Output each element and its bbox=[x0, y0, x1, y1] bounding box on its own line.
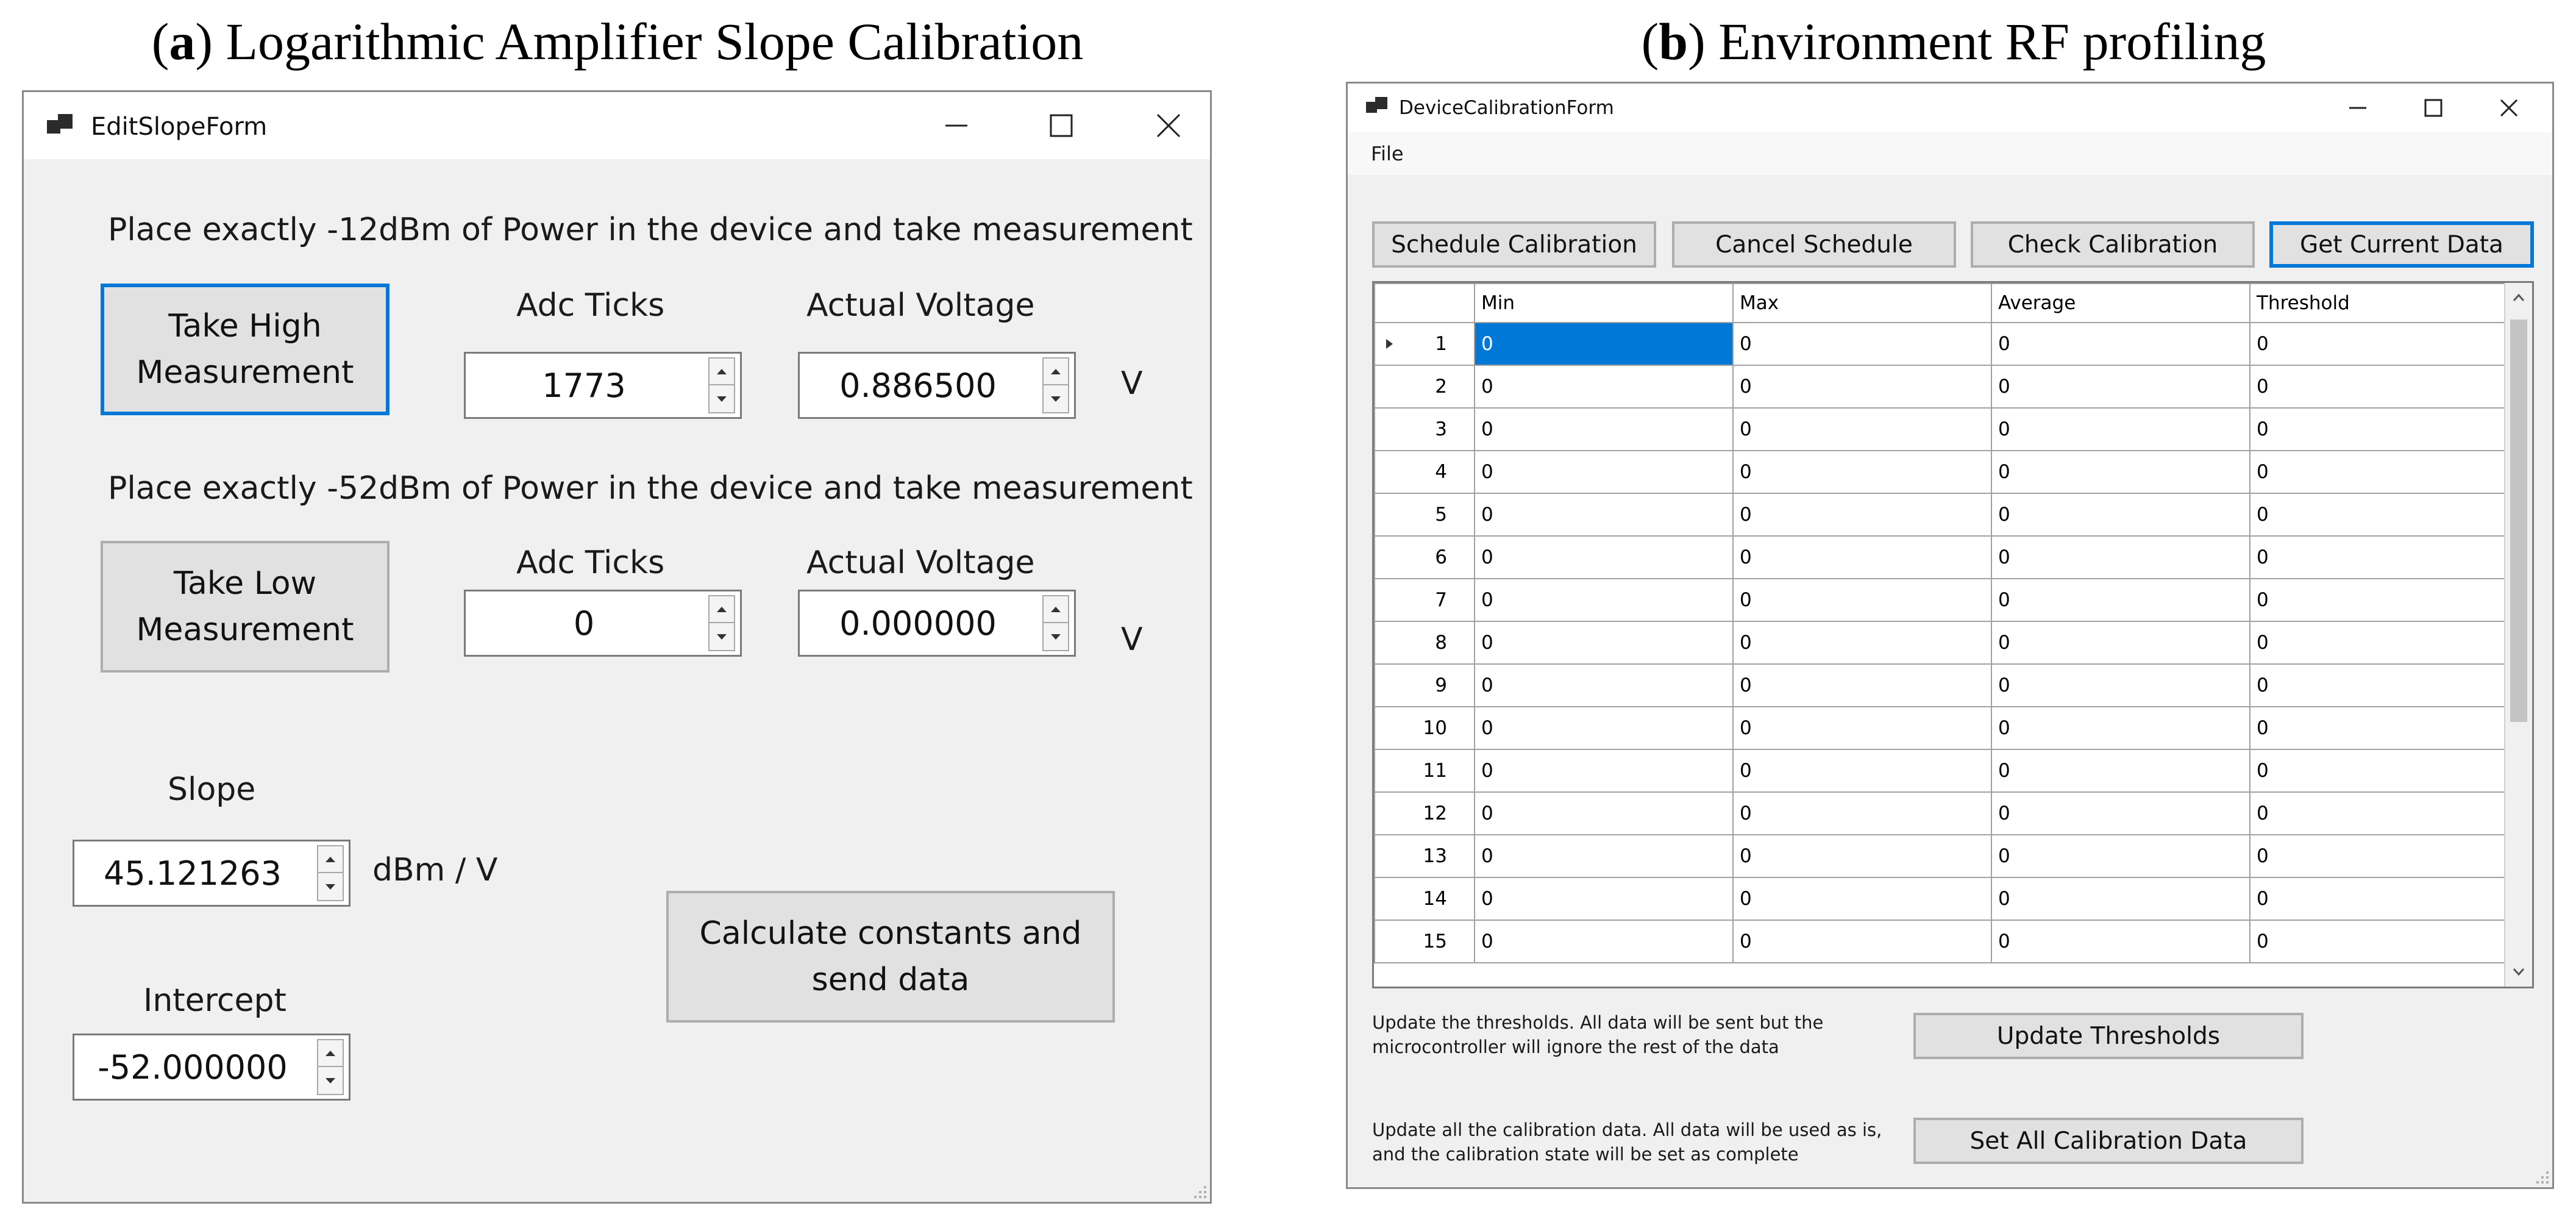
table-row[interactable] bbox=[1375, 621, 2510, 664]
row-number: 2 bbox=[1435, 376, 1447, 398]
row-number: 4 bbox=[1435, 461, 1447, 483]
cell-average[interactable]: 0 bbox=[1991, 664, 2250, 707]
window-title: DeviceCalibrationForm bbox=[1399, 97, 1614, 119]
app-icon bbox=[47, 114, 73, 137]
edit-slope-window bbox=[22, 90, 1212, 1204]
resize-grip-icon[interactable] bbox=[2534, 1169, 2549, 1184]
cell-threshold[interactable]: 0 bbox=[2250, 707, 2510, 749]
row-header[interactable] bbox=[1375, 664, 1475, 707]
table-row[interactable] bbox=[1375, 451, 2510, 493]
row-header[interactable] bbox=[1375, 493, 1475, 536]
cell-threshold[interactable]: 0 bbox=[2250, 877, 2510, 920]
cell-max[interactable]: 0 bbox=[1733, 451, 1991, 493]
row-number: 6 bbox=[1435, 546, 1447, 568]
row-header[interactable] bbox=[1375, 707, 1475, 749]
row-number: 15 bbox=[1423, 930, 1447, 952]
minimize-icon[interactable] bbox=[932, 105, 981, 146]
cell-threshold[interactable]: 0 bbox=[2250, 365, 2510, 408]
cell-average[interactable]: 0 bbox=[1991, 408, 2250, 451]
menu-bar bbox=[1348, 132, 2552, 175]
cell-average[interactable]: 0 bbox=[1991, 792, 2250, 835]
row-header[interactable] bbox=[1375, 536, 1475, 579]
low-voltage-stepper[interactable] bbox=[798, 590, 1076, 657]
row-header[interactable] bbox=[1375, 408, 1475, 451]
low-instruction: Place exactly -52dBm of Power in the device and take measurement bbox=[108, 470, 1193, 507]
adc-ticks-label-high: Adc Ticks bbox=[516, 287, 665, 324]
row-number: 9 bbox=[1435, 674, 1447, 696]
cell-max[interactable]: 0 bbox=[1733, 493, 1991, 536]
take-low-measurement-button[interactable]: Take Low Measurement bbox=[101, 541, 390, 673]
cell-min[interactable]: 0 bbox=[1475, 664, 1733, 707]
slope-stepper[interactable] bbox=[73, 840, 350, 907]
cell-average[interactable]: 0 bbox=[1991, 451, 2250, 493]
cell-min[interactable]: 0 bbox=[1475, 451, 1733, 493]
cell-min[interactable]: 0 bbox=[1475, 792, 1733, 835]
row-number: 3 bbox=[1435, 418, 1447, 440]
cell-average[interactable]: 0 bbox=[1991, 536, 2250, 579]
column-header-average[interactable]: Average bbox=[1991, 284, 2250, 323]
slope-unit: dBm / V bbox=[372, 852, 498, 888]
adc-ticks-label-low: Adc Ticks bbox=[516, 545, 665, 581]
low-adc-ticks-stepper[interactable] bbox=[464, 590, 742, 657]
table-row[interactable] bbox=[1375, 664, 2510, 707]
cell-average[interactable]: 0 bbox=[1991, 920, 2250, 963]
cell-min[interactable]: 0 bbox=[1475, 408, 1733, 451]
caption-b: (b) Environment RF profiling bbox=[1641, 12, 2266, 71]
actual-voltage-label-high: Actual Voltage bbox=[806, 287, 1035, 324]
cell-max[interactable]: 0 bbox=[1733, 920, 1991, 963]
maximize-icon[interactable] bbox=[1037, 105, 1086, 146]
column-header-min[interactable]: Min bbox=[1475, 284, 1733, 323]
spin-buttons[interactable] bbox=[1042, 357, 1069, 413]
caption-b-text: Environment RF profiling bbox=[1718, 12, 2266, 71]
row-header[interactable] bbox=[1375, 621, 1475, 664]
intercept-label: Intercept bbox=[143, 982, 286, 1019]
cell-min[interactable]: 0 bbox=[1475, 835, 1733, 877]
column-header-threshold[interactable]: Threshold bbox=[2250, 284, 2510, 323]
update-thresholds-description bbox=[1372, 1010, 1823, 1059]
minimize-icon[interactable] bbox=[2336, 92, 2379, 124]
cell-min[interactable]: 0 bbox=[1475, 536, 1733, 579]
high-voltage-value: 0.886500 bbox=[839, 366, 997, 405]
cell-threshold[interactable]: 0 bbox=[2250, 792, 2510, 835]
caption-a: (a) Logarithmic Amplifier Slope Calibration bbox=[151, 12, 1084, 71]
set-all-text-line: and the calibration state will be set as complete bbox=[1372, 1144, 1799, 1165]
cell-min[interactable]: 0 bbox=[1475, 621, 1733, 664]
cancel-schedule-button[interactable]: Cancel Schedule bbox=[1672, 221, 1956, 268]
app-icon bbox=[1366, 97, 1388, 116]
cell-threshold[interactable]: 0 bbox=[2250, 451, 2510, 493]
cell-max[interactable]: 0 bbox=[1733, 408, 1991, 451]
row-number: 13 bbox=[1423, 845, 1447, 867]
spin-buttons[interactable] bbox=[317, 1039, 344, 1095]
cell-max[interactable]: 0 bbox=[1733, 664, 1991, 707]
high-voltage-stepper[interactable] bbox=[798, 352, 1076, 419]
row-header[interactable] bbox=[1375, 877, 1475, 920]
resize-grip-icon[interactable] bbox=[1192, 1184, 1206, 1198]
caption-a-text: Logarithmic Amplifier Slope Calibration bbox=[226, 12, 1084, 71]
current-row-arrow-icon bbox=[1386, 339, 1393, 349]
check-calibration-button[interactable]: Check Calibration bbox=[1971, 221, 2255, 268]
update-thresholds-text-line: Update the thresholds. All data will be sent but the bbox=[1372, 1012, 1824, 1033]
low-adc-ticks-value: 0 bbox=[573, 604, 595, 643]
cell-max[interactable]: 0 bbox=[1733, 323, 1991, 365]
cell-average[interactable]: 0 bbox=[1991, 493, 2250, 536]
slope-label: Slope bbox=[168, 771, 256, 808]
get-current-data-button[interactable]: Get Current Data bbox=[2269, 221, 2534, 268]
spin-down-icon[interactable] bbox=[710, 623, 734, 650]
low-voltage-value: 0.000000 bbox=[839, 604, 997, 643]
row-number: 11 bbox=[1423, 760, 1447, 782]
cell-max[interactable]: 0 bbox=[1733, 579, 1991, 621]
set-all-description bbox=[1372, 1118, 1882, 1166]
table-row[interactable] bbox=[1375, 365, 2510, 408]
table-row[interactable] bbox=[1375, 749, 2510, 792]
cell-min[interactable]: 0 bbox=[1475, 707, 1733, 749]
table-row[interactable] bbox=[1375, 408, 2510, 451]
row-number: 7 bbox=[1435, 589, 1447, 611]
schedule-calibration-button[interactable]: Schedule Calibration bbox=[1372, 221, 1656, 268]
cell-average[interactable]: 0 bbox=[1991, 835, 2250, 877]
column-header-max[interactable]: Max bbox=[1733, 284, 1991, 323]
cell-max[interactable]: 0 bbox=[1733, 749, 1991, 792]
cell-average[interactable]: 0 bbox=[1991, 877, 2250, 920]
cell-threshold[interactable]: 0 bbox=[2250, 749, 2510, 792]
row-header[interactable] bbox=[1375, 451, 1475, 493]
title-bar bbox=[24, 92, 1210, 159]
spin-buttons[interactable] bbox=[708, 595, 735, 651]
update-thresholds-button[interactable]: Update Thresholds bbox=[1913, 1013, 2304, 1059]
table-row[interactable] bbox=[1375, 493, 2510, 536]
cell-threshold[interactable]: 0 bbox=[2250, 664, 2510, 707]
cell-threshold[interactable]: 0 bbox=[2250, 835, 2510, 877]
cell-threshold[interactable]: 0 bbox=[2250, 579, 2510, 621]
caption-a-letter: a bbox=[169, 12, 196, 71]
cell-average[interactable]: 0 bbox=[1991, 323, 2250, 365]
spin-down-icon[interactable] bbox=[1044, 623, 1068, 650]
spin-down-icon[interactable] bbox=[318, 873, 343, 900]
cell-min[interactable]: 0 bbox=[1475, 365, 1733, 408]
spin-up-icon[interactable] bbox=[318, 1040, 343, 1067]
row-header-corner bbox=[1375, 284, 1475, 323]
update-thresholds-text-line: microcontroller will ignore the rest of the data bbox=[1372, 1037, 1779, 1057]
row-header[interactable] bbox=[1375, 579, 1475, 621]
cell-max[interactable]: 0 bbox=[1733, 835, 1991, 877]
cell-min[interactable]: 0 bbox=[1475, 877, 1733, 920]
spin-buttons[interactable] bbox=[1042, 595, 1069, 651]
table-row[interactable] bbox=[1375, 792, 2510, 835]
table-row[interactable] bbox=[1375, 835, 2510, 877]
volt-unit-high: V bbox=[1121, 365, 1143, 402]
cell-min[interactable]: 0 bbox=[1475, 579, 1733, 621]
slope-value: 45.121263 bbox=[103, 854, 282, 893]
scrollbar-thumb[interactable] bbox=[2510, 320, 2527, 722]
cell-average[interactable]: 0 bbox=[1991, 621, 2250, 664]
cell-average[interactable]: 0 bbox=[1991, 579, 2250, 621]
spin-down-icon[interactable] bbox=[1044, 385, 1068, 412]
intercept-stepper[interactable] bbox=[73, 1034, 350, 1101]
cell-threshold[interactable]: 0 bbox=[2250, 323, 2510, 365]
cell-max[interactable]: 0 bbox=[1733, 877, 1991, 920]
row-header[interactable] bbox=[1375, 323, 1475, 365]
calibration-data-grid[interactable] bbox=[1372, 281, 2534, 988]
cell-min[interactable]: 0 bbox=[1475, 749, 1733, 792]
row-header[interactable] bbox=[1375, 749, 1475, 792]
menu-file[interactable]: File bbox=[1371, 142, 1404, 165]
cell-threshold[interactable]: 0 bbox=[2250, 621, 2510, 664]
cell-max[interactable]: 0 bbox=[1733, 792, 1991, 835]
spin-up-icon[interactable] bbox=[710, 359, 734, 385]
calculate-and-send-button[interactable]: Calculate constants and send data bbox=[666, 891, 1115, 1023]
intercept-value: -52.000000 bbox=[98, 1048, 288, 1087]
row-number: 5 bbox=[1435, 504, 1447, 526]
cell-threshold[interactable]: 0 bbox=[2250, 408, 2510, 451]
table-row[interactable] bbox=[1375, 920, 2510, 963]
row-number: 8 bbox=[1435, 632, 1447, 654]
row-number: 10 bbox=[1423, 717, 1447, 739]
set-all-text-line: Update all the calibration data. All data will be used as is, bbox=[1372, 1120, 1882, 1140]
row-header[interactable] bbox=[1375, 920, 1475, 963]
row-number: 12 bbox=[1423, 802, 1447, 824]
row-number: 14 bbox=[1423, 888, 1447, 910]
grid-header-row bbox=[1375, 284, 2510, 323]
close-icon[interactable] bbox=[1144, 105, 1193, 146]
set-all-calibration-data-button[interactable]: Set All Calibration Data bbox=[1913, 1118, 2304, 1164]
cell-threshold[interactable]: 0 bbox=[2250, 493, 2510, 536]
cell-threshold[interactable]: 0 bbox=[2250, 536, 2510, 579]
spin-up-icon[interactable] bbox=[318, 846, 343, 873]
table-row[interactable] bbox=[1375, 877, 2510, 920]
row-number: 1 bbox=[1435, 333, 1447, 355]
spin-up-icon[interactable] bbox=[1044, 359, 1068, 385]
spin-buttons[interactable] bbox=[317, 845, 344, 901]
table-row[interactable] bbox=[1375, 323, 2510, 365]
row-header[interactable] bbox=[1375, 365, 1475, 408]
cell-average[interactable]: 0 bbox=[1991, 365, 2250, 408]
spin-down-icon[interactable] bbox=[318, 1067, 343, 1094]
cell-min[interactable]: 0 bbox=[1475, 323, 1733, 365]
volt-unit-low: V bbox=[1121, 621, 1143, 658]
table-row[interactable] bbox=[1375, 707, 2510, 749]
row-header[interactable] bbox=[1375, 835, 1475, 877]
table-row[interactable] bbox=[1375, 536, 2510, 579]
take-high-measurement-button[interactable]: Take High Measurement bbox=[101, 284, 390, 415]
spin-buttons[interactable] bbox=[708, 357, 735, 413]
device-calibration-window bbox=[1346, 82, 2554, 1189]
cell-max[interactable]: 0 bbox=[1733, 365, 1991, 408]
row-header[interactable] bbox=[1375, 792, 1475, 835]
high-adc-ticks-value: 1773 bbox=[542, 366, 626, 405]
window-title: EditSlopeForm bbox=[91, 113, 268, 141]
scroll-up-icon[interactable] bbox=[2505, 285, 2532, 310]
title-bar bbox=[1348, 84, 2552, 132]
vertical-scrollbar[interactable] bbox=[2504, 283, 2532, 987]
high-instruction: Place exactly -12dBm of Power in the device and take measurement bbox=[108, 212, 1193, 248]
spin-up-icon[interactable] bbox=[1044, 596, 1068, 623]
cell-max[interactable]: 0 bbox=[1733, 707, 1991, 749]
close-icon[interactable] bbox=[2488, 92, 2530, 124]
cell-threshold[interactable]: 0 bbox=[2250, 920, 2510, 963]
caption-b-letter: b bbox=[1659, 12, 1688, 71]
table-row[interactable] bbox=[1375, 579, 2510, 621]
cell-average[interactable]: 0 bbox=[1991, 749, 2250, 792]
spin-down-icon[interactable] bbox=[710, 385, 734, 412]
cell-min[interactable]: 0 bbox=[1475, 920, 1733, 963]
scroll-down-icon[interactable] bbox=[2505, 960, 2532, 984]
high-adc-ticks-stepper[interactable] bbox=[464, 352, 742, 419]
maximize-icon[interactable] bbox=[2412, 92, 2455, 124]
cell-min[interactable]: 0 bbox=[1475, 493, 1733, 536]
cell-max[interactable]: 0 bbox=[1733, 536, 1991, 579]
cell-average[interactable]: 0 bbox=[1991, 707, 2250, 749]
actual-voltage-label-low: Actual Voltage bbox=[806, 545, 1035, 581]
spin-up-icon[interactable] bbox=[710, 596, 734, 623]
cell-max[interactable]: 0 bbox=[1733, 621, 1991, 664]
